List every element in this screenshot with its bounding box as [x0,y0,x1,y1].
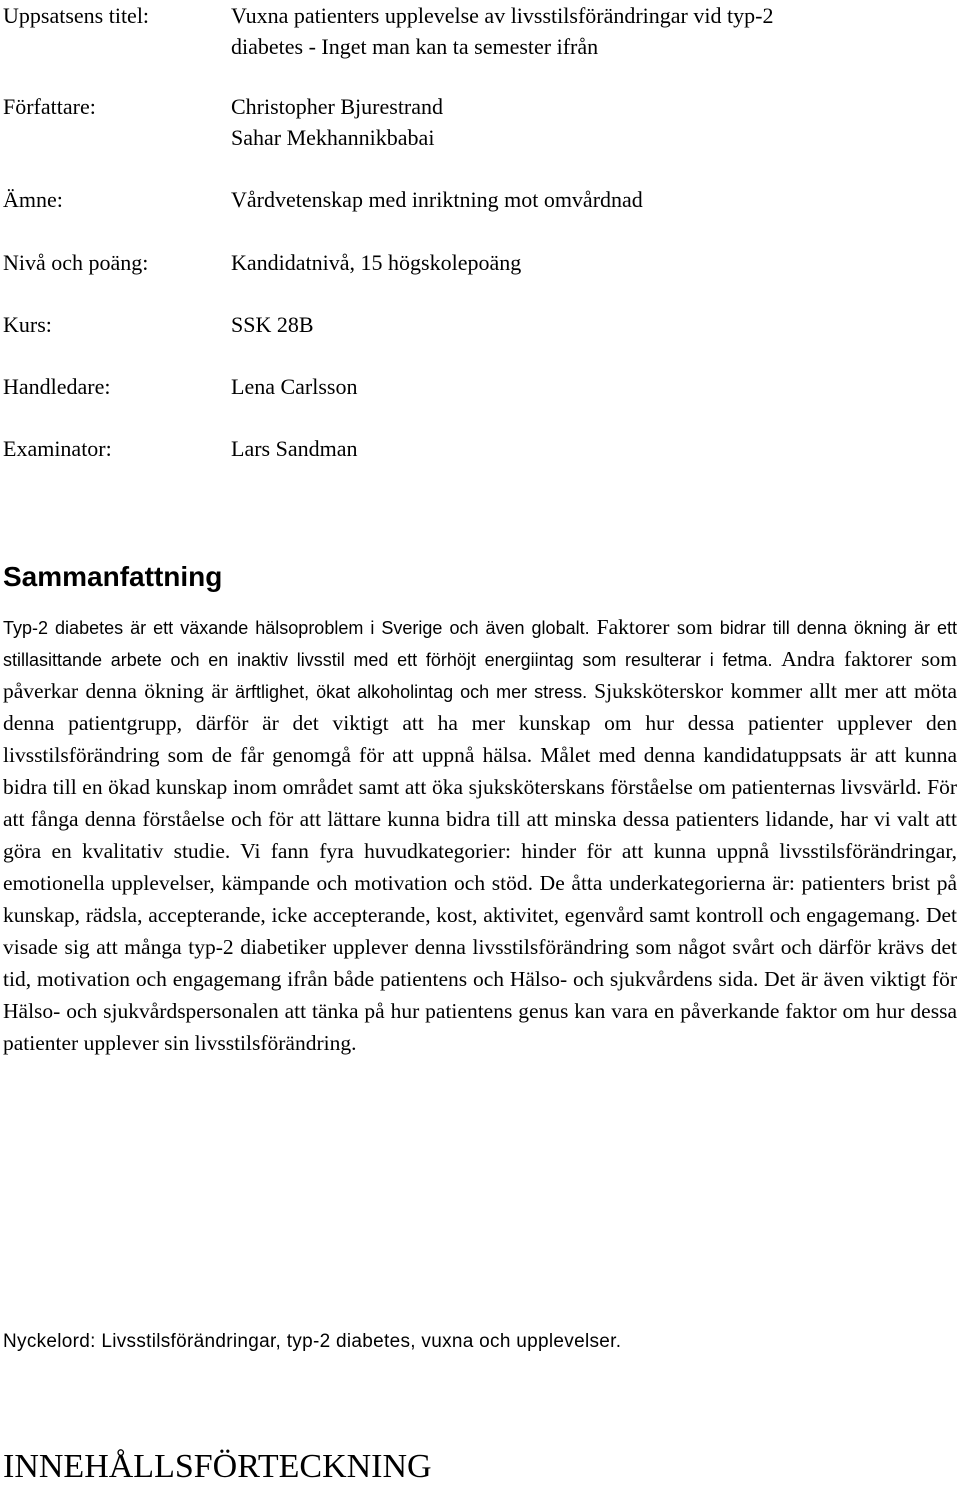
supervisor-label: Handledare: [3,374,111,399]
toc-heading: INNEHÅLLSFÖRTECKNING [3,1448,432,1485]
subject-value: Vårdvetenskap med inriktning mot omvårdnad [231,187,643,212]
summary-part-5: ärftlighet, ökat alkoholintag och mer stress. [228,682,595,702]
summary-part-4: Andra faktorer som påverkar denna ökning är [3,647,958,703]
keywords: Nyckelord: Livsstilsförändringar, typ-2 diabetes, vuxna och upplevelser. [3,1331,622,1352]
author-1: Christopher Bjurestrand [231,94,444,119]
summary-heading: Sammanfattning [3,561,223,592]
author-2: Sahar Mekhannikbabai [231,125,435,150]
title-line-1: Vuxna patienters upplevelse av livsstilsförändringar vid typ-2 [231,3,774,28]
course-label: Kurs: [3,312,52,337]
summary-part-3: bidrar till denna ökning är ett stillasittande arbete och en inaktiv livsstil med ett förhöjt energiintag som resulterar i fetma. [3,618,957,670]
supervisor-value: Lena Carlsson [231,374,358,399]
examiner-label: Examinator: [3,436,112,461]
summary-part-1: Typ-2 diabetes är ett växande hälsoproblem i Sverige och även globalt. [3,618,597,638]
authors-label: Författare: [3,94,96,119]
course-value: SSK 28B [231,312,314,337]
examiner-value: Lars Sandman [231,436,358,461]
summary-part-2: Faktorer som [596,615,713,639]
title-line-2: diabetes - Inget man kan ta semester ifrån [231,34,599,59]
level-label: Nivå och poäng: [3,250,149,275]
authors-value [231,91,443,153]
title-label: Uppsatsens titel: [3,3,150,28]
level-value: Kandidatnivå, 15 högskolepoäng [231,250,522,275]
subject-label: Ämne: [3,187,63,212]
title-value [231,0,773,62]
summary-paragraph [3,612,957,1060]
summary-part-6: Sjuksköterskor kommer allt mer att möta denna patientgrupp, därför är det viktigt att ha mer kunskap om hur dessa patienter upplever den livsstilsförändring som de får genomgå för att uppnå hälsa. Målet med denna kandidatuppsats är att kunna bidra till en ökad kunskap inom området samt att öka sjuksköterskans förståelse om patienternas livsvärld. För att fånga denna förståelse och för att lättare kunna bidra till att minska dessa patienters lidande, har vi valt att göra en kvalitativ studie. Vi fann fyra huvudkategorier: hinder för att kunna uppnå livsstilsförändringar, emotionella upplevelser, kämpande och motivation och stöd. De åtta underkategorierna är: patienters brist på kunskap, rädsla, accepterande, icke accepterande, kost, aktivitet, egenvård samt kontroll och engagemang. Det visade sig att många typ-2 diabetiker upplever denna livsstilsförändring som något svårt och därför krävs det tid, motivation och engagemang ifrån både patientens och Hälso- och sjukvårdens sida. Det är även viktigt för Hälso- och sjukvårdspersonalen att tänka på hur patientens genus kan vara en påverkande faktor om hur dessa patienter upplever sin livsstilsförändring. [3,679,957,1055]
